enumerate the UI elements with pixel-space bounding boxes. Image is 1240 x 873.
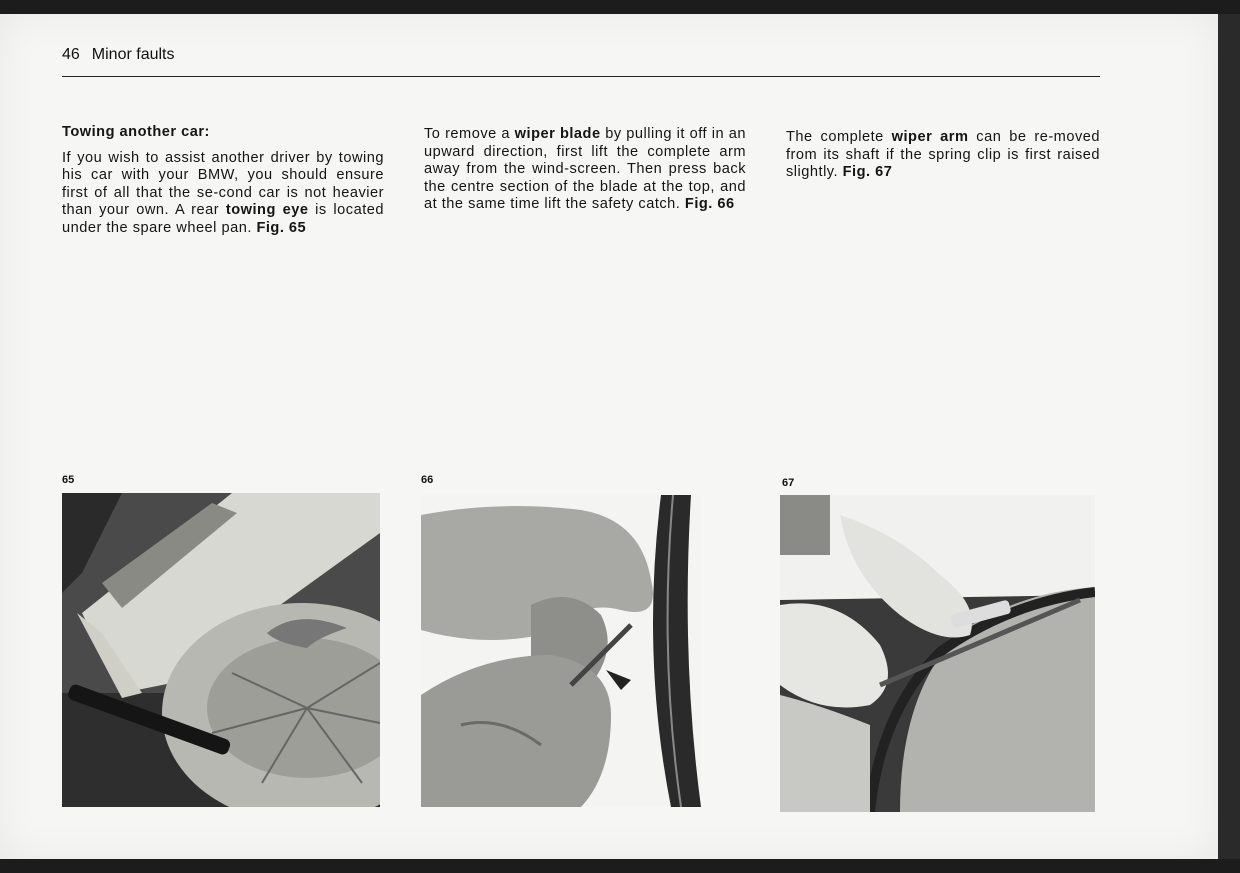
towing-text-a: If you wish to assist another driver by towing his car with your BMW, you should ensure first of all that the se-cond car is not heavier than your own. A rear [62, 149, 384, 218]
fig-67-ref: Fig. 67 [842, 164, 893, 180]
wiper-arm-term: wiper arm [891, 129, 969, 145]
wiper-blade-text-a: To remove a [424, 126, 515, 142]
towing-eye-term: towing eye [225, 202, 309, 218]
figure-65-photo [62, 493, 380, 807]
figure-67-photo [780, 495, 1095, 812]
page-header [62, 46, 1100, 77]
towing-text-b: is located under the spare wheel pan. [62, 202, 384, 236]
figure-65-number: 65 [62, 474, 75, 486]
page-number: 46 [62, 46, 80, 63]
towing-heading: Towing another car: [62, 124, 210, 140]
wiper-arm-text-b: can be re-moved from its shaft if the spring clip is first raised slightly. [786, 129, 1100, 180]
scan-edge [1218, 14, 1240, 859]
wiper-blade-term: wiper blade [514, 126, 601, 142]
wiper-arm-paragraph [786, 129, 1100, 182]
figure-66-number: 66 [421, 474, 434, 486]
wiper-blade-paragraph [424, 126, 746, 214]
column-wiper-blade [424, 126, 746, 214]
fig-66-ref: Fig. 66 [684, 196, 735, 212]
fig-65-ref: Fig. 65 [256, 219, 307, 236]
column-towing [62, 124, 384, 237]
wiper-blade-text-b: by pulling it off in an upward direction, first lift the complete arm away from the wind-screen. Then press back the centre section of the blade at the top, and at the same time lift the safety catch. [424, 126, 746, 212]
towing-paragraph [62, 150, 384, 238]
column-wiper-arm [786, 129, 1100, 182]
figure-67-number: 67 [782, 477, 795, 489]
wiper-arm-text-a: The complete [786, 129, 892, 145]
figure-66-photo [421, 495, 701, 807]
section-title: Minor faults [91, 46, 175, 63]
